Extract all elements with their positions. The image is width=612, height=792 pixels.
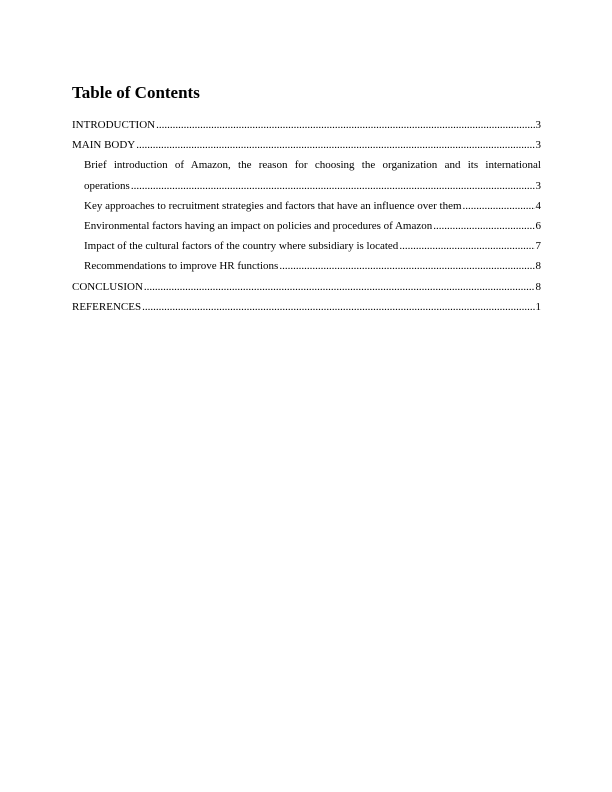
toc-page-number: 3 <box>535 179 541 192</box>
toc-leader-dots <box>279 256 534 276</box>
toc-entry-label: MAIN BODY <box>72 139 136 152</box>
toc-leader-dots <box>136 135 534 155</box>
toc-entry-label-line2: operations <box>84 179 130 192</box>
toc-entry-main-body[interactable] <box>72 135 541 155</box>
toc-entry-conclusion[interactable] <box>72 277 541 297</box>
toc-entry-label: REFERENCES <box>72 300 142 313</box>
toc-entry-environmental-factors[interactable] <box>72 216 541 236</box>
toc-entry-references[interactable] <box>72 297 541 317</box>
toc-entry-label: Environmental factors having an impact on policies and procedures of Amazon <box>84 220 433 233</box>
toc-leader-dots <box>463 196 535 216</box>
toc-entry-brief-introduction[interactable] <box>72 155 541 195</box>
toc-page-number: 3 <box>535 139 541 152</box>
toc-page-number: 3 <box>535 119 541 131</box>
toc-leader-dots <box>156 115 534 135</box>
toc-entry-label: INTRODUCTION <box>72 119 156 131</box>
toc-leader-dots <box>433 216 534 236</box>
toc-page-number: 8 <box>535 280 541 293</box>
table-of-contents <box>72 115 541 317</box>
toc-leader-dots <box>144 277 535 297</box>
toc-page-number: 6 <box>535 220 541 233</box>
toc-entry-label: Impact of the cultural factors of the country where subsidiary is located <box>84 240 399 253</box>
toc-page-number: 1 <box>535 300 541 313</box>
toc-entry-recruitment-strategies[interactable] <box>72 196 541 216</box>
toc-page-number: 8 <box>535 260 541 273</box>
toc-title: Table of Contents <box>72 83 200 102</box>
toc-entry-label-line1: Brief introduction of Amazon, the reason for choosing the organization and its international <box>84 159 541 172</box>
toc-leader-dots <box>142 297 534 317</box>
toc-page-number: 7 <box>535 240 541 253</box>
toc-leader-dots <box>399 236 534 256</box>
toc-entry-cultural-factors[interactable] <box>72 236 541 256</box>
toc-entry-introduction[interactable] <box>72 115 541 135</box>
toc-entry-label: CONCLUSION <box>72 280 143 293</box>
toc-leader-dots <box>131 176 535 196</box>
toc-entry-recommendations[interactable] <box>72 256 541 276</box>
toc-page-number: 4 <box>535 199 541 212</box>
toc-entry-label: Key approaches to recruitment strategies and factors that have an influence over them <box>84 199 462 212</box>
toc-entry-label: Recommendations to improve HR functions <box>84 260 279 273</box>
